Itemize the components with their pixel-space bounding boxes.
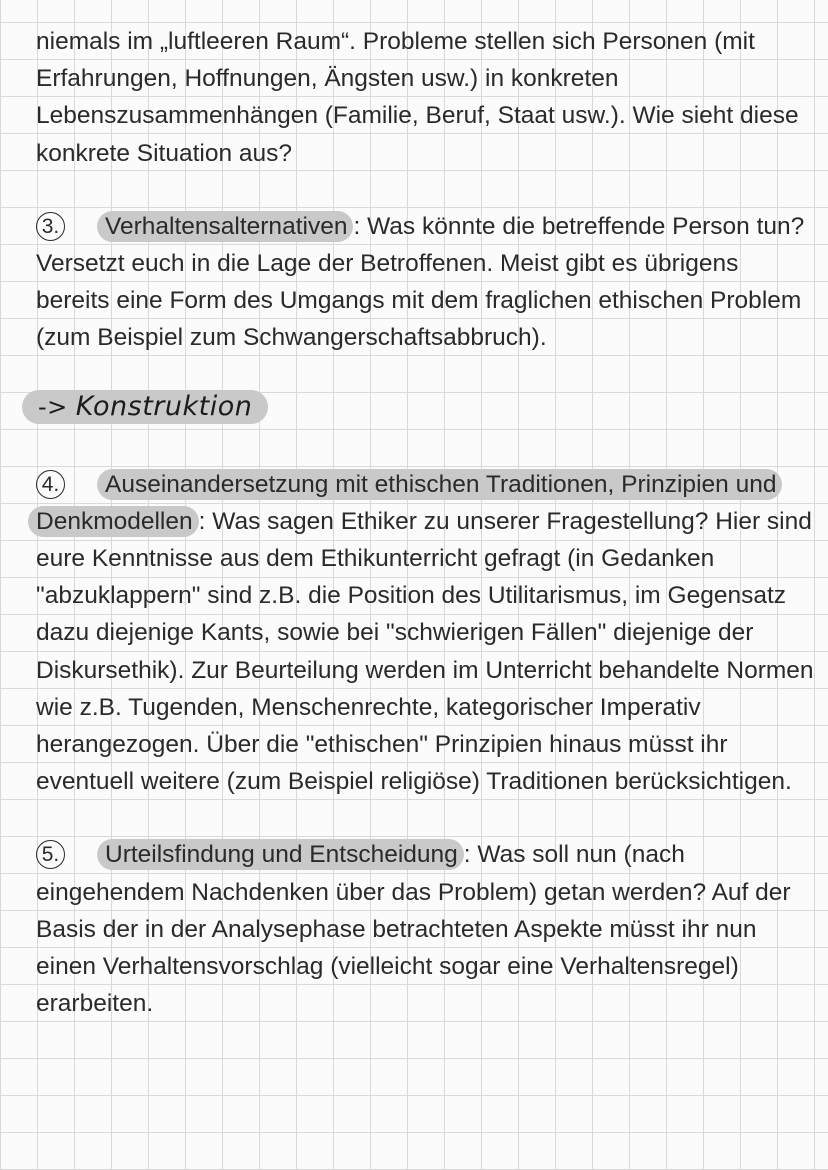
step-4-number-circle: 4. — [36, 470, 65, 499]
konstruktion-label-text: Konstruktion — [75, 391, 253, 423]
step-5-title-highlight: Urteilsfindung und Entscheidung — [97, 839, 464, 870]
step-5-number-circle: 5. — [36, 840, 65, 869]
step-4-paragraph — [36, 466, 816, 801]
step-5-paragraph — [36, 836, 816, 1022]
step-3-body: : Was könnte die betreffende Person tun? Versetzt euch in die Lage der Betroffenen. Meist gibt es übrigens bereits eine Form des Umgangs mit dem fraglichen ethischen Problem (zum Beispiel zum Schwangerschaftsabbruch). — [36, 212, 805, 352]
step-3-number-circle: 3. — [36, 212, 65, 241]
section-label-row — [36, 393, 816, 430]
step-3-title-highlight: Verhaltensalternativen — [97, 211, 353, 242]
notes-page — [36, 23, 816, 1022]
spacer — [36, 172, 816, 208]
konstruktion-label — [22, 390, 268, 424]
intro-paragraph: niemals im „luftleeren Raum“. Probleme stellen sich Personen (mit Erfahrungen, Hoffnungen, Ängsten usw.) in konkreten Lebenszusammenhängen (Familie, Beruf, Staat usw.). Wie sieht diese konkrete Situation aus? — [36, 28, 799, 167]
spacer — [36, 800, 816, 836]
step-4-body: : Was sagen Ethiker zu unserer Fragestellung? Hier sind eure Kenntnisse aus dem Ethikunterricht gefragt (in Gedanken "abzuklappern" sind z.B. die Position des Utilitarismus, im Gegensatz dazu diejenige Kants, sowie bei "schwierigen Fällen" diejenige der Diskursethik). Zur Beurteilung werden im Unterricht behandelte Normen wie z.B. Tugenden, Menschenrechte, kategorischer Imperativ herangezogen. Über die "ethischen" Prinzipien hinaus müsst ihr eventuell weitere (zum Beispiel religiöse) Traditionen berücksichtigen. — [36, 507, 814, 796]
step-4-title-highlight: Auseinandersetzung mit ethischen Traditionen, Prinzipien und Denkmodellen — [28, 469, 782, 537]
arrow-right-icon: -> — [38, 392, 68, 421]
step-5-body: : Was soll nun (nach eingehendem Nachdenken über das Problem) getan werden? Auf der Basis der in der Analysephase betrachteten Aspekte müsst ihr nun einen Verhaltensvorschlag (vielleicht sogar eine Verhaltensregel) erarbeiten. — [36, 841, 791, 1018]
step-3-paragraph — [36, 208, 816, 357]
